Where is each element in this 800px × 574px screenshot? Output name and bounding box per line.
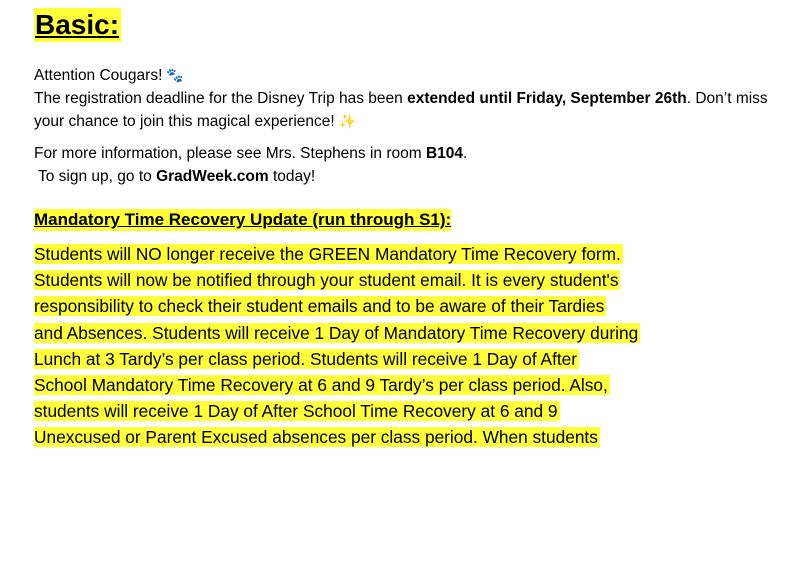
deadline-text	[34, 87, 774, 133]
section-heading-basic: Basic:	[35, 9, 120, 40]
body-line: Students will NO longer receive the GREEN Mandatory Time Recovery form.	[34, 244, 621, 264]
signup-website: GradWeek.com	[156, 168, 269, 185]
body-line: and Absences. Students will receive 1 Day of Mandatory Time Recovery during	[34, 322, 639, 343]
announcement-paragraph	[34, 64, 774, 133]
body-line: responsibility to check their student emails and to be aware of their Tardies	[34, 296, 605, 317]
paw-prints-icon: 🐾	[166, 67, 184, 83]
signup-prefix: To sign up, go to	[38, 168, 157, 185]
greeting-text: Attention Cougars!	[34, 67, 163, 84]
body-line: Unexcused or Parent Excused absences per class period. When students	[34, 427, 598, 448]
body-line: Students will now be notified through your student email. It is every student's	[34, 270, 619, 291]
info-paragraph	[34, 142, 774, 188]
info-prefix: For more information, please see Mrs. Stephens in room	[34, 145, 426, 162]
sparkles-icon: ✨	[338, 113, 357, 129]
deadline-end: . Don’t miss your chance to join this magical experience!	[34, 90, 768, 130]
body-line: School Mandatory Time Recovery at 6 and 9 Tardy’s per class period. Also,	[34, 375, 608, 396]
subheading-row	[34, 188, 774, 231]
section-subheading: Mandatory Time Recovery Update (run through S1):	[34, 210, 452, 229]
info-suffix: .	[463, 145, 468, 162]
heading-row	[34, 8, 774, 42]
body-line: students will receive 1 Day of After School Time Recovery at 6 and 9	[34, 401, 558, 422]
deadline-lead: The registration deadline for the Disney Trip has been	[34, 90, 408, 107]
time-recovery-body	[34, 241, 774, 451]
greeting-line	[34, 64, 774, 87]
deadline-extended: extended until Friday, September 26th	[407, 90, 687, 107]
signup-line	[34, 165, 774, 188]
document-page	[34, 8, 774, 451]
info-line	[34, 142, 774, 165]
body-line: Lunch at 3 Tardy’s per class period. Students will receive 1 Day of After	[34, 348, 578, 369]
room-number: B104	[425, 145, 464, 162]
signup-suffix: today!	[268, 168, 316, 185]
